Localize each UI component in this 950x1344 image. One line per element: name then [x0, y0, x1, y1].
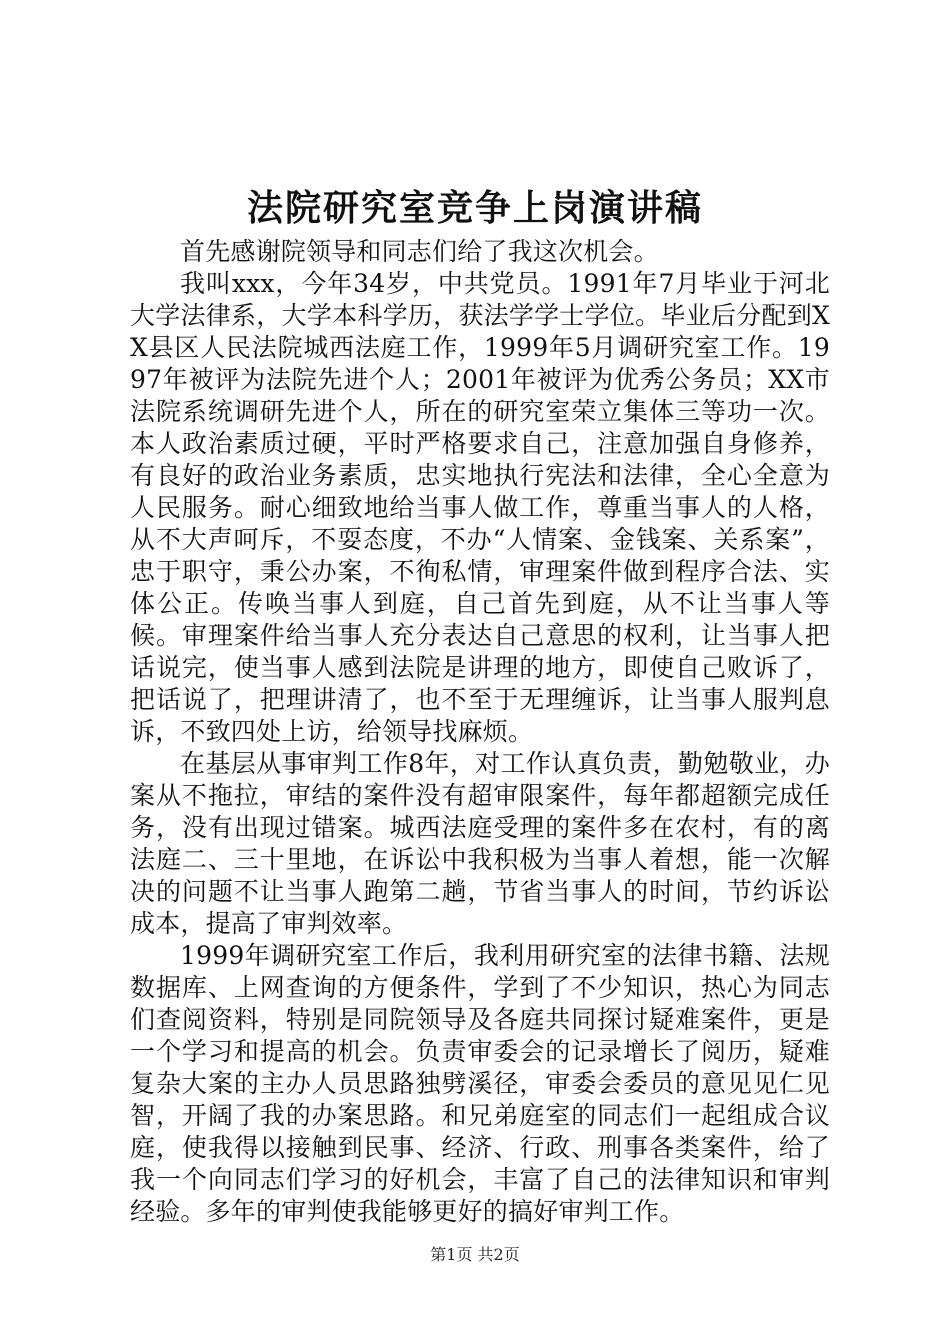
- paragraph-grassroots-work: 在基层从事审判工作8年，对工作认真负责，勤勉敬业，办案从不拖拉，审结的案件没有超审限案件，每年都超额完成任务，没有出现过错案。城西法庭受理的案件多在农村，有的离法庭二、三十里地，在诉讼中我积极为当事人着想，能一次解决的问题不让当事人跑第二趟，节省当事人的时间，节约诉讼成本，提高了审判效率。: [130, 749, 830, 938]
- paragraph-introduction: 我叫xxx，今年34岁，中共党员。1991年7月毕业于河北大学法律系，大学本科学历，获法学学士学位。毕业后分配到XX县区人民法院城西法庭工作，1999年5月调研究室工作。1997年被评为法院先进个人；2001年被评为优秀公务员；XX市法院系统调研先进个人，所在的研究室荣立集体三等功一次。本人政治素质过硬，平时严格要求自己，注意加强自身修养，有良好的政治业务素质，忠实地执行宪法和法律，全心全意为人民服务。耐心细致地给当事人做工作，尊重当事人的人格，从不大声呵斥，不耍态度，不办“人情案、金钱案、关系案”，忠于职守，秉公办案，不徇私情，审理案件做到程序合法、实体公正。传唤当事人到庭，自己首先到庭，从不让当事人等候。审理案件给当事人充分表达自己意思的权利，让当事人把话说完，使当事人感到法院是讲理的地方，即使自己败诉了，把话说了，把理讲清了，也不至于无理缠诉，让当事人服判息诉，不致四处上访，给领导找麻烦。: [130, 269, 830, 746]
- document-body: [130, 236, 830, 1228]
- page-footer: 第1页 共2页: [430, 1245, 520, 1264]
- document-title: 法院研究室竞争上岗演讲稿: [246, 188, 703, 229]
- paragraph-research-office: 1999年调研究室工作后，我利用研究室的法律书籍、法规数据库、上网查询的方便条件，学到了不少知识，热心为同志们查阅资料，特别是同院领导及各庭共同探讨疑难案件，更是一个学习和提高的机会。负责审委会的记录增长了阅历，疑难复杂大案的主办人员思路独劈溪径，审委会委员的意见见仁见智，开阔了我的办案思路。和兄弟庭室的同志们一起组成合议庭，使我得以接触到民事、经济、行政、刑事各类案件，给了我一个向同志们学习的好机会，丰富了自己的法律知识和审判经验。多年的审判使我能够更好的搞好审判工作。: [130, 941, 830, 1226]
- paragraph-opening: 首先感谢院领导和同志们给了我这次机会。: [180, 237, 659, 266]
